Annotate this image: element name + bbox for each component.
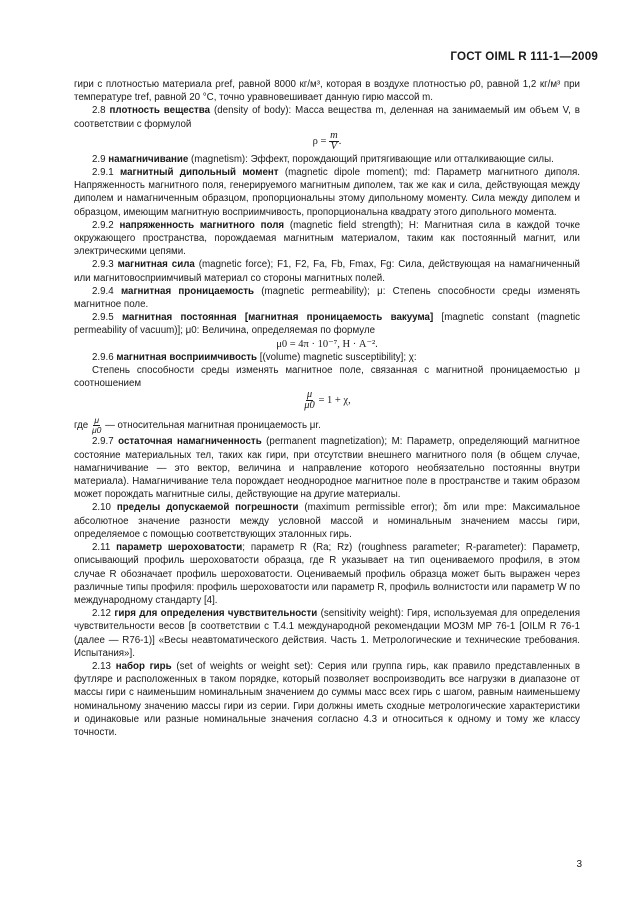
document-body bbox=[74, 78, 580, 739]
paragraph-2-9-6-text: Степень способности среды изменять магнитное поле, связанная с магнитной проницаемостью μ соотношением bbox=[74, 365, 580, 390]
paragraph-2-9-3: 2.9.3 магнитная сила (magnetic force); F1, F2, Fa, Fb, Fmax, Fg: Сила, действующая на намагниченный или магнитовосприимчивый материал со стороны магнитных полей. bbox=[74, 259, 581, 284]
paragraph-2-8: 2.8 плотность вещества (density of body): Масса вещества m, деленная на занимаемый им объем V, в соответствии с формулой bbox=[74, 105, 580, 130]
paragraph-2-9-4: 2.9.4 магнитная проницаемость (magnetic permeability); μ: Степень способности среды изменять магнитное поле. bbox=[74, 285, 580, 311]
paragraph-2-9-5: 2.9.5 магнитная постоянная [магнитная проницаемость вакуума] [magnetic constant (magnetic permeability of vacuum)]; μ0: Величина, определяемая по формуле bbox=[74, 312, 580, 337]
formula-relative-permeability: $\frac{\mu}{\mu 0}$ = 1 + χ, bbox=[304, 389, 351, 412]
paragraph-2-10: 2.10 пределы допускаемой погрешности (maximum permissible error); δm или mpe: Максимальное абсолютное значение разности между условной массой и номинальным значением массы гири, определяемое с помощью соответствующих эталонных гирь. bbox=[74, 502, 580, 540]
paragraph-2-9: 2.9 намагничивание (magnetism): Эффект, порождающий притягивающие или отталкивающие силы. bbox=[92, 153, 554, 165]
paragraph-2-9-2: 2.9.2 напряженность магнитного поля (magnetic field strength); H: Магнитная сила в каждой точке окружающего пространства, порождаемая магнитным материалом, таким как постоянный магнит, или электрическими цепями. bbox=[74, 219, 580, 258]
formula-density: ρ = $\frac{m}{V}$ . bbox=[312, 129, 342, 152]
paragraph-2-9-1: 2.9.1 магнитный дипольный момент (magnetic dipole moment); md: Параметр магнитного диполя. Напряженность магнитного поля, генерируемого магнитным диполем, так же как и сила, действующая между диполем и намагниченным образцом, пропорциональны этому дипольному моменту. Сила между диполем и образцом, имеющим магнитную восприимчивость, пропорциональна квадрату этого дипольного момента. bbox=[74, 167, 580, 218]
paragraph-2-9-6: 2.9.6 магнитная восприимчивость [(volume) magnetic susceptibility]; χ: bbox=[92, 351, 417, 363]
paragraph-2-11: 2.11 параметр шероховатости; параметр R (Ra; Rz) (roughness parameter; R-parameter): Параметр, описывающий профиль шероховатости образца, где R указывает на тип оцениваемого профиля, в этом случае R обозначает профиль шероховатости. Оцениваемый профиль образца может быть выражен через различные типы профиля: профиль шероховатости или параметр R, профиль волнистости или параметр W по международному стандарту [4]. bbox=[74, 542, 580, 606]
standard-header: ГОСТ OIML R 111-1—2009 bbox=[450, 50, 598, 63]
paragraph-2-13: 2.13 набор гирь (set of weights or weight set): Серия или группа гирь, как правило представленных в футляре и расположенных в таком порядке, который позволяет воспроизводить все нагрузки в диапазоне от массы гири с наименьшим номинальным значением до суммы масс всех гирь с шагом, равным наименьшему номинальному значению массы гири из серии. Гири должны иметь сходные метрологические характеристики и одинаковые или разные номинальные значения согласно 4.3 и относиться к одному и тому же классу точности. bbox=[74, 660, 581, 738]
paragraph-2-9-7: 2.9.7 остаточная намагниченность (permanent magnetization); M: Параметр, определяющий магнитное состояние материальных тел, таких как гири, при отсутствии внешнего магнитного поля (в общем случае, намагничивание — это вектор, величина и направление которого необязательно постоянны внутри материала). Намагничивание тела порождает неоднородное магнитное поле в пространстве и таким образом может порождать магнитные силы, действующие на другие материалы. bbox=[74, 436, 580, 501]
formula-magnetic-constant: μ0 = 4π · 10⁻⁷, Н · А⁻². bbox=[276, 338, 378, 350]
formula-explanation: где $\frac{\mu}{\mu 0}$ — относительная магнитная проницаемость μr. bbox=[74, 415, 321, 436]
paragraph-2-12: 2.12 гиря для определения чувствительности (sensitivity weight): Гиря, используемая для определения чувствительности весов [в соответствии с Т.4.1 международной рекомендации МОЗМ МР 76-1 [OILM R 76-1 (далее — R76-1)] «Весы неавтоматического действия. Часть 1. Метрологические и технические требования. Испытания»]. bbox=[74, 608, 580, 659]
page-number: 3 bbox=[576, 859, 582, 870]
paragraph-intro: гири с плотностью материала ρref, равной 8000 кг/м³, которая в воздухе плотностью ρ0, равной 1,2 кг/м³ при температуре tref, равной 20 °С, точно уравновешивает данную гирю массой m. bbox=[74, 79, 580, 104]
